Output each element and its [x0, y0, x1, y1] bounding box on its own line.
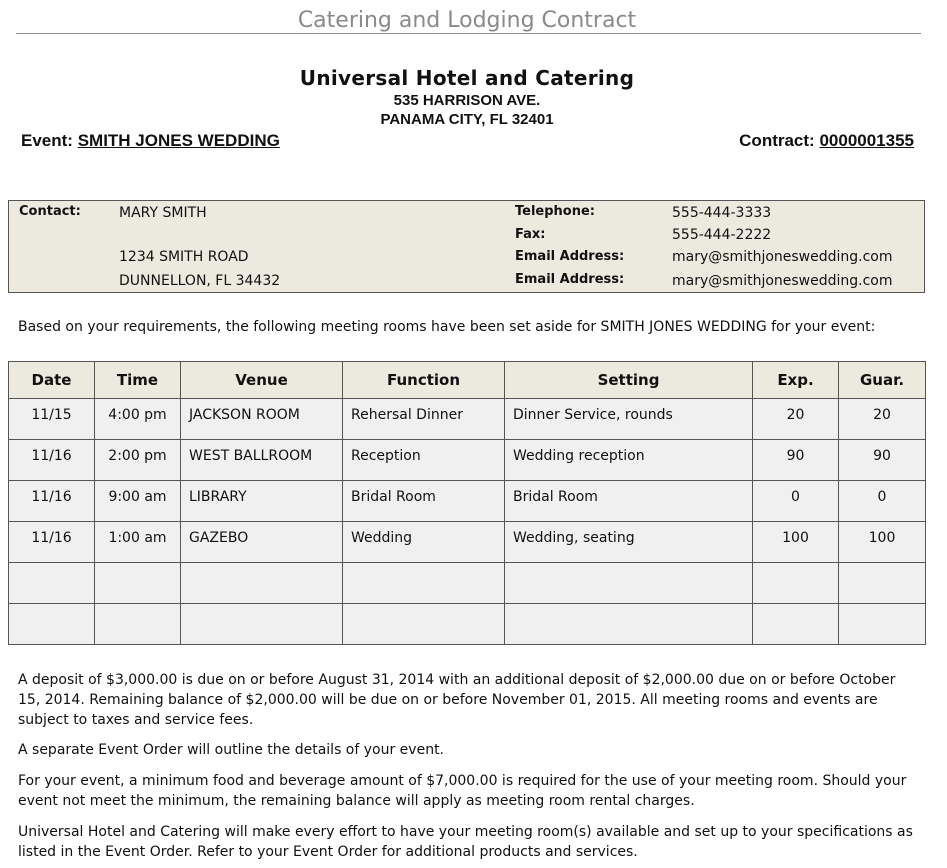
- header-date: Date: [9, 362, 95, 399]
- title-divider: [16, 33, 921, 34]
- minimum-paragraph: For your event, a minimum food and beverage amount of $7,000.00 is required for the use of your meeting room. Should your event not meet the minimum, the remaining balance will apply as meeting room rental charges.: [18, 773, 907, 809]
- cell-guaranteed: 0: [839, 481, 926, 522]
- cell-empty: [95, 563, 181, 604]
- header-time: Time: [95, 362, 181, 399]
- event-name: SMITH JONES WEDDING: [77, 131, 280, 150]
- fax-label: Fax:: [515, 227, 546, 242]
- cell-empty: [343, 563, 505, 604]
- cell-guaranteed: 100: [839, 522, 926, 563]
- availability-paragraph: Universal Hotel and Catering will make every effort to have your meeting room(s) available and set up to your specifications as listed in the Event Order. Refer to your Event Order for additional products and services.: [18, 824, 913, 860]
- cell-empty: [181, 563, 343, 604]
- email-label-1: Email Address:: [515, 249, 625, 264]
- telephone-label: Telephone:: [515, 204, 595, 219]
- event-info: [21, 131, 280, 151]
- cell-time: 1:00 am: [95, 522, 181, 563]
- table-header-row: [9, 362, 926, 399]
- cell-empty: [343, 604, 505, 645]
- cell-expected: 90: [753, 440, 839, 481]
- cell-empty: [181, 604, 343, 645]
- intro-text: Based on your requirements, the following meeting rooms have been set aside for SMITH JONES WEDDING for your event:: [18, 319, 876, 335]
- table-row: [9, 440, 926, 481]
- cell-venue: GAZEBO: [181, 522, 343, 563]
- header-setting: Setting: [505, 362, 753, 399]
- cell-empty: [9, 563, 95, 604]
- cell-expected: 100: [753, 522, 839, 563]
- cell-empty: [9, 604, 95, 645]
- contract-info: [739, 131, 914, 151]
- table-row: [9, 399, 926, 440]
- cell-guaranteed: 20: [839, 399, 926, 440]
- email-value-1: mary@smithjoneswedding.com: [672, 249, 893, 265]
- table-row-empty: [9, 563, 926, 604]
- email-label-2: Email Address:: [515, 272, 625, 287]
- cell-date: 11/15: [9, 399, 95, 440]
- hotel-address-line1: 535 HARRISON AVE.: [393, 92, 541, 109]
- cell-function: Rehersal Dinner: [343, 399, 505, 440]
- rooms-table: [8, 361, 926, 645]
- cell-time: 2:00 pm: [95, 440, 181, 481]
- event-label: Event:: [21, 131, 73, 150]
- cell-date: 11/16: [9, 522, 95, 563]
- contact-box: [8, 200, 925, 293]
- contract-label: Contract:: [739, 131, 815, 150]
- cell-time: 9:00 am: [95, 481, 181, 522]
- cell-setting: Wedding, seating: [505, 522, 753, 563]
- cell-function: Bridal Room: [343, 481, 505, 522]
- cell-empty: [839, 563, 926, 604]
- cell-empty: [753, 604, 839, 645]
- header-venue: Venue: [181, 362, 343, 399]
- header-function: Function: [343, 362, 505, 399]
- cell-function: Reception: [343, 440, 505, 481]
- contact-name: MARY SMITH: [119, 205, 207, 221]
- document-title: Catering and Lodging Contract: [297, 8, 637, 33]
- telephone-value: 555-444-3333: [672, 205, 772, 221]
- header-expected: Exp.: [753, 362, 839, 399]
- contact-address-line2: DUNNELLON, FL 34432: [119, 273, 281, 289]
- hotel-address-line2: PANAMA CITY, FL 32401: [380, 111, 554, 128]
- table-row: [9, 481, 926, 522]
- cell-expected: 0: [753, 481, 839, 522]
- cell-empty: [839, 604, 926, 645]
- contact-address-line1: 1234 SMITH ROAD: [119, 249, 249, 265]
- table-row-empty: [9, 604, 926, 645]
- cell-venue: LIBRARY: [181, 481, 343, 522]
- cell-empty: [95, 604, 181, 645]
- cell-empty: [505, 604, 753, 645]
- cell-function: Wedding: [343, 522, 505, 563]
- hotel-name: Universal Hotel and Catering: [299, 66, 635, 90]
- contract-number: 0000001355: [819, 131, 914, 150]
- cell-empty: [505, 563, 753, 604]
- cell-empty: [753, 563, 839, 604]
- table-row: [9, 522, 926, 563]
- cell-expected: 20: [753, 399, 839, 440]
- cell-venue: JACKSON ROOM: [181, 399, 343, 440]
- email-value-2: mary@smithjoneswedding.com: [672, 273, 893, 289]
- cell-setting: Dinner Service, rounds: [505, 399, 753, 440]
- cell-date: 11/16: [9, 440, 95, 481]
- cell-time: 4:00 pm: [95, 399, 181, 440]
- deposit-paragraph: A deposit of $3,000.00 is due on or before August 31, 2014 with an additional deposit of $2,000.00 due on or before October 15, 2014. Remaining balance of $2,000.00 will be due on or before November 01, 2015. All meeting rooms and events are subject to taxes and service fees.: [18, 672, 896, 728]
- cell-setting: Bridal Room: [505, 481, 753, 522]
- cell-venue: WEST BALLROOM: [181, 440, 343, 481]
- cell-guaranteed: 90: [839, 440, 926, 481]
- event-order-paragraph: A separate Event Order will outline the details of your event.: [18, 742, 445, 758]
- contact-label: Contact:: [19, 204, 81, 219]
- cell-date: 11/16: [9, 481, 95, 522]
- cell-setting: Wedding reception: [505, 440, 753, 481]
- fax-value: 555-444-2222: [672, 227, 772, 243]
- header-guaranteed: Guar.: [839, 362, 926, 399]
